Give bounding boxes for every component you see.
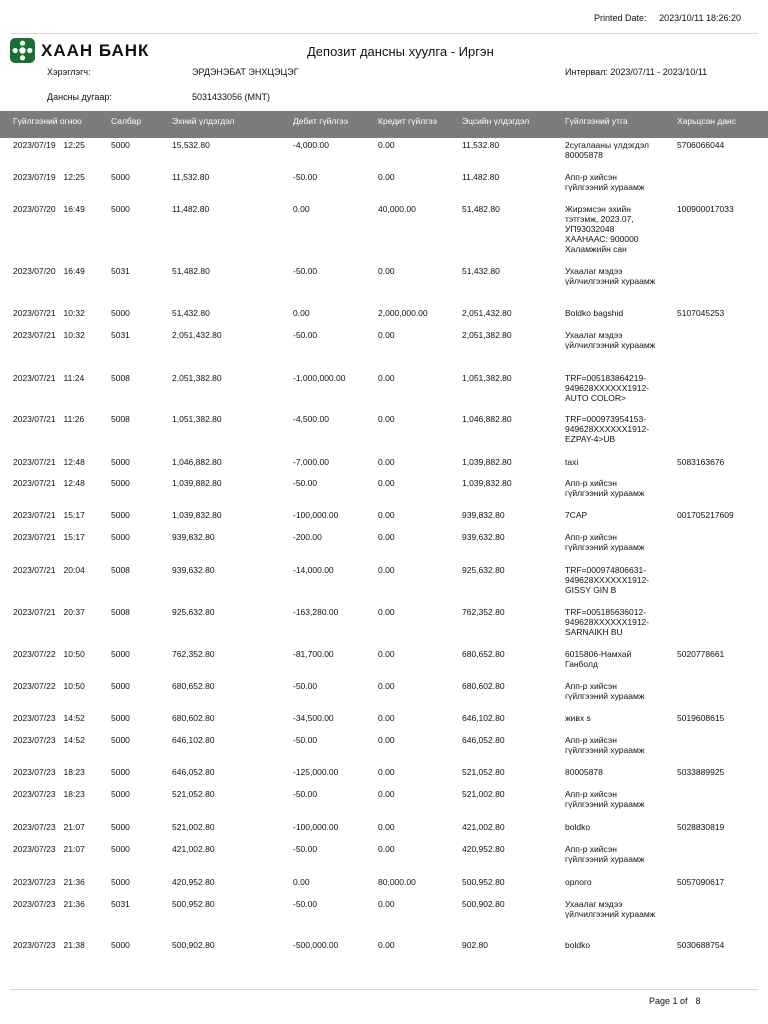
cell-closing: 11,532.80: [462, 140, 500, 150]
cell-desc: Апп-р хийсэн гүйлгээний хураамж: [565, 844, 645, 864]
cell-credit: 0.00: [378, 713, 395, 723]
cell-date: 2023/07/23: [13, 877, 56, 887]
cell-closing: 1,046,882.80: [462, 414, 512, 424]
cell-date: 2023/07/23: [13, 822, 56, 832]
cell-credit: 0.00: [378, 532, 395, 542]
cell-time: 16:49: [63, 204, 85, 214]
cell-branch: 5000: [111, 204, 130, 214]
cell-credit: 0.00: [378, 266, 395, 276]
cell-account: 5033889925: [677, 767, 725, 777]
cell-date: 2023/07/21: [13, 330, 56, 340]
cell-time: 12:48: [63, 478, 85, 488]
cell-opening: 51,432.80: [172, 308, 210, 318]
cell-credit: 80,000.00: [378, 877, 416, 887]
cell-date: 2023/07/22: [13, 681, 56, 691]
cell-date: 2023/07/20: [13, 204, 56, 214]
cell-branch: 5008: [111, 565, 130, 575]
cell-time: 21:36: [63, 899, 85, 909]
cell-debit: -50.00: [293, 330, 318, 340]
cell-credit: 0.00: [378, 789, 395, 799]
cell-opening: 646,102.80: [172, 735, 215, 745]
cell-debit: -500,000.00: [293, 940, 339, 950]
cell-opening: 1,039,832.80: [172, 510, 222, 520]
cell-closing: 51,432.80: [462, 266, 500, 276]
cell-account: 001705217609: [677, 510, 734, 520]
cell-debit: 0.00: [293, 308, 310, 318]
cell-credit: 0.00: [378, 510, 395, 520]
cell-debit: -14,000.00: [293, 565, 334, 575]
cell-desc: Жирэмсэн эхийн тэтгэмж, 2023.07, УП93032048 ХААНААС: 900000 Халамжийн сан: [565, 204, 639, 254]
cell-debit: -100,000.00: [293, 822, 339, 832]
cell-debit: -100,000.00: [293, 510, 339, 520]
cell-datetime: [13, 877, 85, 887]
cell-debit: -4,000.00: [293, 140, 329, 150]
cell-datetime: [13, 735, 85, 745]
page-total: 8: [695, 996, 701, 1006]
cell-branch: 5000: [111, 649, 130, 659]
cell-opening: 500,952.80: [172, 899, 215, 909]
cell-time: 11:24: [63, 373, 85, 383]
cell-date: 2023/07/21: [13, 478, 56, 488]
cell-opening: 421,002.80: [172, 844, 215, 854]
cell-branch: 5000: [111, 940, 130, 950]
cell-time: 18:23: [63, 789, 85, 799]
cell-opening: 1,046,882.80: [172, 457, 222, 467]
cell-opening: 51,482.80: [172, 266, 210, 276]
cell-time: 21:07: [63, 844, 85, 854]
cell-date: 2023/07/20: [13, 266, 56, 276]
cell-date: 2023/07/22: [13, 649, 56, 659]
cell-closing: 646,102.80: [462, 713, 505, 723]
cell-debit: 0.00: [293, 877, 310, 887]
cell-opening: 420,952.80: [172, 877, 215, 887]
cell-credit: 2,000,000.00: [378, 308, 428, 318]
cell-datetime: [13, 510, 85, 520]
cell-date: 2023/07/23: [13, 789, 56, 799]
cell-branch: 5000: [111, 478, 130, 488]
cell-desc: Апп-р хийсэн гүйлгээний хураамж: [565, 735, 645, 755]
cell-credit: 0.00: [378, 565, 395, 575]
cell-date: 2023/07/23: [13, 899, 56, 909]
printed-date-value: 2023/10/11 18:26:20: [659, 13, 741, 23]
cell-date: 2023/07/23: [13, 713, 56, 723]
cell-opening: 762,352.80: [172, 649, 215, 659]
cell-time: 20:37: [63, 607, 85, 617]
cell-datetime: [13, 822, 85, 832]
cell-time: 12:25: [63, 140, 85, 150]
cell-time: 10:32: [63, 330, 85, 340]
cell-credit: 0.00: [378, 373, 395, 383]
cell-debit: -163,280.00: [293, 607, 339, 617]
cell-datetime: [13, 414, 84, 424]
cell-opening: 500,902.80: [172, 940, 215, 950]
cell-time: 10:50: [63, 649, 85, 659]
cell-closing: 521,052.80: [462, 767, 505, 777]
cell-datetime: [13, 266, 85, 276]
cell-datetime: [13, 767, 85, 777]
cell-desc: орлого: [565, 877, 592, 887]
col-header-debit: Дебит гүйлгээ: [293, 116, 349, 126]
cell-time: 14:52: [63, 713, 85, 723]
cell-desc: Апп-р хийсэн гүйлгээний хураамж: [565, 789, 645, 809]
cell-opening: 521,052.80: [172, 789, 215, 799]
cell-desc: Boldko bagshid: [565, 308, 624, 318]
cell-closing: 762,352.80: [462, 607, 505, 617]
cell-debit: 0.00: [293, 204, 310, 214]
cell-date: 2023/07/23: [13, 940, 56, 950]
cell-desc: живх s: [565, 713, 591, 723]
bottom-divider: [10, 989, 758, 990]
cell-account: 5019608615: [677, 713, 725, 723]
cell-closing: 2,051,432.80: [462, 308, 512, 318]
cell-closing: 51,482.80: [462, 204, 500, 214]
cell-closing: 500,952.80: [462, 877, 505, 887]
cell-time: 15:17: [63, 532, 85, 542]
cell-datetime: [13, 713, 85, 723]
cell-opening: 2,051,382.80: [172, 373, 222, 383]
cell-opening: 925,632.80: [172, 607, 215, 617]
cell-branch: 5000: [111, 172, 130, 182]
cell-debit: -50.00: [293, 478, 318, 488]
cell-closing: 11,482.80: [462, 172, 500, 182]
cell-date: 2023/07/19: [13, 140, 56, 150]
cell-debit: -50.00: [293, 735, 318, 745]
col-header-closing-balance: Эцсийн үлдэгдэл: [462, 116, 530, 126]
cell-account: 5057090617: [677, 877, 725, 887]
cell-branch: 5000: [111, 822, 130, 832]
cell-credit: 0.00: [378, 844, 395, 854]
cell-opening: 11,532.80: [172, 172, 210, 182]
top-divider: [10, 33, 758, 34]
cell-branch: 5031: [111, 266, 130, 276]
cell-date: 2023/07/23: [13, 844, 56, 854]
page-indicator: [649, 996, 701, 1006]
cell-time: 20:04: [63, 565, 85, 575]
cell-branch: 5031: [111, 899, 130, 909]
cell-datetime: [13, 308, 85, 318]
statement-interval: Интервал: 2023/07/11 - 2023/10/11: [565, 67, 708, 77]
cell-closing: 1,039,882.80: [462, 457, 512, 467]
cell-debit: -81,700.00: [293, 649, 334, 659]
cell-datetime: [13, 789, 85, 799]
cell-branch: 5000: [111, 457, 130, 467]
cell-opening: 680,652.80: [172, 681, 215, 691]
cell-time: 11:26: [63, 414, 85, 424]
cell-desc: 7CAP: [565, 510, 588, 520]
cell-opening: 939,832.80: [172, 532, 215, 542]
cell-datetime: [13, 532, 85, 542]
cell-closing: 1,039,832.80: [462, 478, 512, 488]
cell-credit: 0.00: [378, 735, 395, 745]
page-label: Page 1 of: [649, 996, 688, 1006]
cell-credit: 0.00: [378, 649, 395, 659]
cell-time: 10:50: [63, 681, 85, 691]
account-number: 5031433056 (MNT): [192, 92, 271, 102]
cell-credit: 0.00: [378, 767, 395, 777]
cell-datetime: [13, 565, 85, 575]
cell-debit: -34,500.00: [293, 713, 334, 723]
cell-closing: 939,832.80: [462, 510, 505, 520]
cell-date: 2023/07/21: [13, 308, 56, 318]
cell-credit: 0.00: [378, 899, 395, 909]
cell-account: 5020778661: [677, 649, 725, 659]
cell-desc: 2сугалааны үлдэгдэл 80005878: [565, 140, 649, 160]
col-header-branch: Салбар: [111, 116, 142, 126]
cell-debit: -1,000,000.00: [293, 373, 346, 383]
cell-time: 15:17: [63, 510, 85, 520]
cell-date: 2023/07/21: [13, 373, 56, 383]
cell-desc: TRF=005183864219- 949628XXXXXX1912- AUTO COLOR>: [565, 373, 650, 403]
cell-credit: 0.00: [378, 140, 395, 150]
cell-closing: 521,002.80: [462, 789, 505, 799]
cell-debit: -7,000.00: [293, 457, 329, 467]
cell-datetime: [13, 204, 85, 214]
cell-desc: TRF=005185636012- 949628XXXXXX1912- SARNAIKH BU: [565, 607, 650, 637]
cell-credit: 0.00: [378, 457, 395, 467]
cell-opening: 2,051,432.80: [172, 330, 222, 340]
cell-branch: 5000: [111, 844, 130, 854]
table-header: [0, 111, 768, 138]
cell-desc: TRF=000974806631- 949628XXXXXX1912- GISSY GIN B: [565, 565, 650, 595]
cell-account: 100900017033: [677, 204, 734, 214]
cell-datetime: [13, 373, 84, 383]
cell-branch: 5000: [111, 877, 130, 887]
cell-debit: -125,000.00: [293, 767, 339, 777]
cell-credit: 0.00: [378, 940, 395, 950]
col-header-counterparty: Харьцсан данс: [677, 116, 736, 126]
cell-datetime: [13, 649, 85, 659]
cell-credit: 0.00: [378, 822, 395, 832]
cell-opening: 680,602.80: [172, 713, 215, 723]
bank-name: ХААН БАНК: [41, 40, 150, 60]
cell-datetime: [13, 140, 85, 150]
cell-time: 21:38: [63, 940, 85, 950]
cell-credit: 0.00: [378, 478, 395, 488]
cell-opening: 1,051,382.80: [172, 414, 222, 424]
cell-time: 21:07: [63, 822, 85, 832]
cell-credit: 0.00: [378, 681, 395, 691]
cell-closing: 646,052.80: [462, 735, 505, 745]
cell-desc: taxi: [565, 457, 579, 467]
cell-closing: 500,902.80: [462, 899, 505, 909]
cell-desc: Апп-р хийсэн гүйлгээний хураамж: [565, 478, 645, 498]
cell-datetime: [13, 172, 85, 182]
cell-datetime: [13, 844, 85, 854]
cell-time: 16:49: [63, 266, 85, 276]
cell-branch: 5031: [111, 330, 130, 340]
printed-date: [594, 13, 741, 23]
cell-account: 5030688754: [677, 940, 725, 950]
cell-branch: 5000: [111, 789, 130, 799]
cell-debit: -50.00: [293, 899, 318, 909]
cell-credit: 0.00: [378, 607, 395, 617]
cell-desc: Апп-р хийсэн гүйлгээний хураамж: [565, 532, 645, 552]
cell-date: 2023/07/21: [13, 607, 56, 617]
customer-label: Хэрэглэгч:: [47, 67, 91, 77]
cell-time: 12:48: [63, 457, 85, 467]
cell-time: 18:23: [63, 767, 85, 777]
cell-branch: 5000: [111, 140, 130, 150]
cell-datetime: [13, 457, 85, 467]
cell-debit: -200.00: [293, 532, 322, 542]
cell-branch: 5000: [111, 767, 130, 777]
cell-desc: boldko: [565, 822, 591, 832]
cell-opening: 11,482.80: [172, 204, 210, 214]
cell-opening: 939,632.80: [172, 565, 215, 575]
cell-closing: 420,952.80: [462, 844, 505, 854]
cell-datetime: [13, 681, 85, 691]
cell-opening: 646,052.80: [172, 767, 215, 777]
cell-branch: 5008: [111, 607, 130, 617]
cell-debit: -50.00: [293, 789, 318, 799]
cell-branch: 5008: [111, 373, 130, 383]
cell-opening: 521,002.80: [172, 822, 215, 832]
cell-closing: 925,632.80: [462, 565, 505, 575]
col-header-date: Гүйлгээний огноо: [13, 116, 82, 126]
cell-desc: 80005878: [565, 767, 603, 777]
cell-opening: 1,039,882.80: [172, 478, 222, 488]
cell-closing: 421,002.80: [462, 822, 505, 832]
cell-branch: 5008: [111, 414, 130, 424]
cell-desc: 6015806-Намхай Ганболд: [565, 649, 632, 669]
cell-time: 10:32: [63, 308, 85, 318]
col-header-description: Гүйлгээний утга: [565, 116, 628, 126]
account-label: Дансны дугаар:: [47, 92, 112, 102]
cell-date: 2023/07/21: [13, 532, 56, 542]
cell-credit: 0.00: [378, 172, 395, 182]
bank-logo: [10, 38, 149, 63]
cell-closing: 939,632.80: [462, 532, 505, 542]
cell-closing: 1,051,382.80: [462, 373, 512, 383]
cell-credit: 0.00: [378, 414, 395, 424]
cell-account: 5028830819: [677, 822, 725, 832]
cell-desc: Ухаалаг мэдээ үйлчилгээний хураамж: [565, 330, 656, 350]
cell-branch: 5000: [111, 735, 130, 745]
cell-credit: 40,000.00: [378, 204, 416, 214]
cell-closing: 680,652.80: [462, 649, 505, 659]
cell-date: 2023/07/21: [13, 510, 56, 520]
cell-datetime: [13, 330, 85, 340]
cell-date: 2023/07/21: [13, 414, 56, 424]
cell-desc: Ухаалаг мэдээ үйлчилгээний хураамж: [565, 899, 656, 919]
cell-date: 2023/07/21: [13, 565, 56, 575]
cell-datetime: [13, 607, 85, 617]
cell-branch: 5000: [111, 532, 130, 542]
cell-date: 2023/07/19: [13, 172, 56, 182]
cell-branch: 5000: [111, 713, 130, 723]
cell-desc: Апп-р хийсэн гүйлгээний хураамж: [565, 172, 645, 192]
cell-closing: 2,051,382.80: [462, 330, 512, 340]
cell-time: 14:52: [63, 735, 85, 745]
cell-debit: -4,500.00: [293, 414, 329, 424]
cell-date: 2023/07/23: [13, 735, 56, 745]
cell-closing: 680,602.80: [462, 681, 505, 691]
cell-desc: Ухаалаг мэдээ үйлчилгээний хураамж: [565, 266, 656, 286]
cell-desc: boldko: [565, 940, 591, 950]
cell-datetime: [13, 940, 85, 950]
col-header-credit: Кредит гүйлгээ: [378, 116, 438, 126]
cell-branch: 5000: [111, 308, 130, 318]
cell-credit: 0.00: [378, 330, 395, 340]
cell-branch: 5000: [111, 510, 130, 520]
cell-datetime: [13, 899, 85, 909]
cell-time: 21:36: [63, 877, 85, 887]
cell-opening: 15,532.80: [172, 140, 210, 150]
cell-closing: 902.80: [462, 940, 488, 950]
cell-date: 2023/07/23: [13, 767, 56, 777]
cell-account: 5083163676: [677, 457, 725, 467]
cell-account: 5107045253: [677, 308, 725, 318]
cell-debit: -50.00: [293, 681, 318, 691]
cell-desc: Апп-р хийсэн гүйлгээний хураамж: [565, 681, 645, 701]
cell-branch: 5000: [111, 681, 130, 691]
printed-date-label: Printed Date:: [594, 13, 647, 23]
cell-time: 12:25: [63, 172, 85, 182]
customer-name: ЭРДЭНЭБАТ ЭНХЦЭЦЭГ: [192, 67, 299, 77]
document-title: Депозит дансны хуулга - Иргэн: [307, 44, 494, 59]
cell-account: 5706066044: [677, 140, 725, 150]
cell-datetime: [13, 478, 85, 488]
col-header-opening-balance: Эхний үлдэгдэл: [172, 116, 235, 126]
cell-desc: TRF=000973954153- 949628XXXXXX1912- EZPAY-4>UB: [565, 414, 650, 444]
cell-debit: -50.00: [293, 844, 318, 854]
cell-debit: -50.00: [293, 266, 318, 276]
cell-debit: -50.00: [293, 172, 318, 182]
khan-bank-logo-icon: [10, 38, 35, 63]
cell-date: 2023/07/21: [13, 457, 56, 467]
